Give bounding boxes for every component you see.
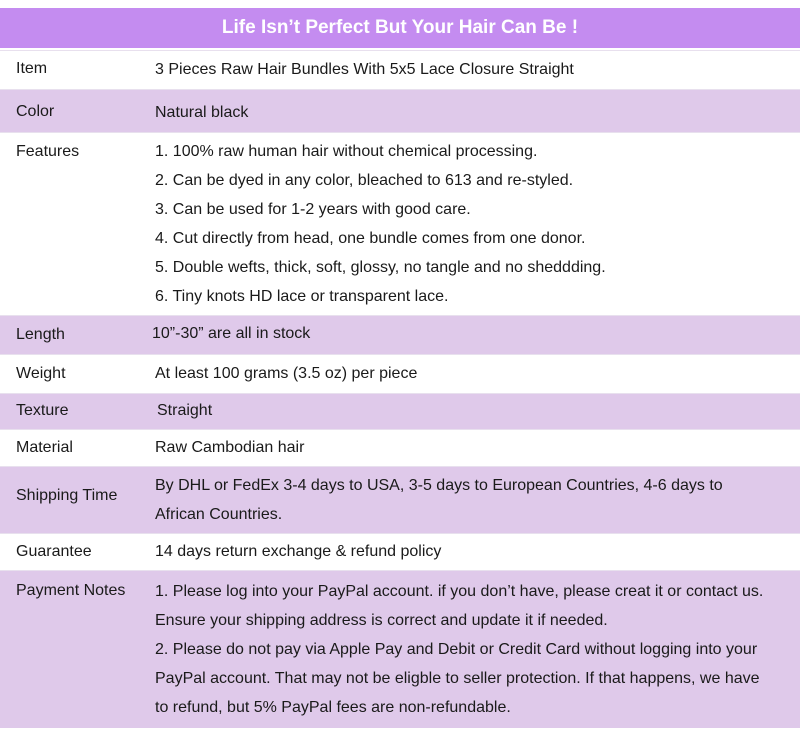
row-shipping-time [0,466,800,533]
row-value: 10”-30” are all in stock [152,325,311,342]
row-label: Material [16,439,73,456]
row-label: Length [16,326,65,343]
row-length [0,315,800,354]
row-value: At least 100 grams (3.5 oz) per piece [155,365,418,382]
row-weight [0,354,800,393]
payment-notes-text [155,577,792,722]
row-label: Color [16,103,55,120]
row-value: 14 days return exchange & refund policy [155,543,442,560]
row-features [0,132,800,315]
banner-title: Life Isn’t Perfect But Your Hair Can Be ! [0,8,800,48]
payment-line: PayPal account. That may not be eligble to seller protection. If that happens, we have [155,670,760,687]
row-material [0,429,800,466]
row-texture [0,393,800,429]
row-label: Payment Notes [16,582,126,599]
row-label: Features [16,143,80,160]
row-item [0,50,800,89]
feature-line: 3. Can be used for 1-2 years with good care. [155,201,471,218]
row-label: Guarantee [16,543,92,560]
row-value: Raw Cambodian hair [155,439,305,456]
row-color [0,89,800,132]
shipping-line: African Countries. [155,506,283,523]
row-label: Weight [16,365,66,382]
row-value: Straight [157,402,213,419]
payment-line: to refund, but 5% PayPal fees are non-refundable. [155,699,511,716]
features-list [155,137,792,311]
row-value: Natural black [155,104,249,121]
row-value: 3 Pieces Raw Hair Bundles With 5x5 Lace Closure Straight [155,61,574,78]
row-guarantee [0,533,800,570]
feature-line: 1. 100% raw human hair without chemical processing. [155,143,538,160]
shipping-line: By DHL or FedEx 3-4 days to USA, 3-5 days to European Countries, 4-6 days to [155,477,723,494]
row-label: Texture [16,402,69,419]
payment-line: Ensure your shipping address is correct and update it if needed. [155,612,608,629]
row-payment-notes [0,570,800,728]
feature-line: 2. Can be dyed in any color, bleached to 613 and re-styled. [155,172,574,189]
payment-line: 2. Please do not pay via Apple Pay and Debit or Credit Card without logging into your [155,641,758,658]
shipping-text [155,471,792,529]
row-label: Item [16,60,48,77]
feature-line: 4. Cut directly from head, one bundle comes from one donor. [155,230,586,247]
payment-line: 1. Please log into your PayPal account. if you don’t have, please creat it or contact us. [155,583,764,600]
feature-line: 5. Double wefts, thick, soft, glossy, no tangle and no sheddding. [155,259,606,276]
row-label: Shipping Time [16,487,118,504]
feature-line: 6. Tiny knots HD lace or transparent lace. [155,288,449,305]
